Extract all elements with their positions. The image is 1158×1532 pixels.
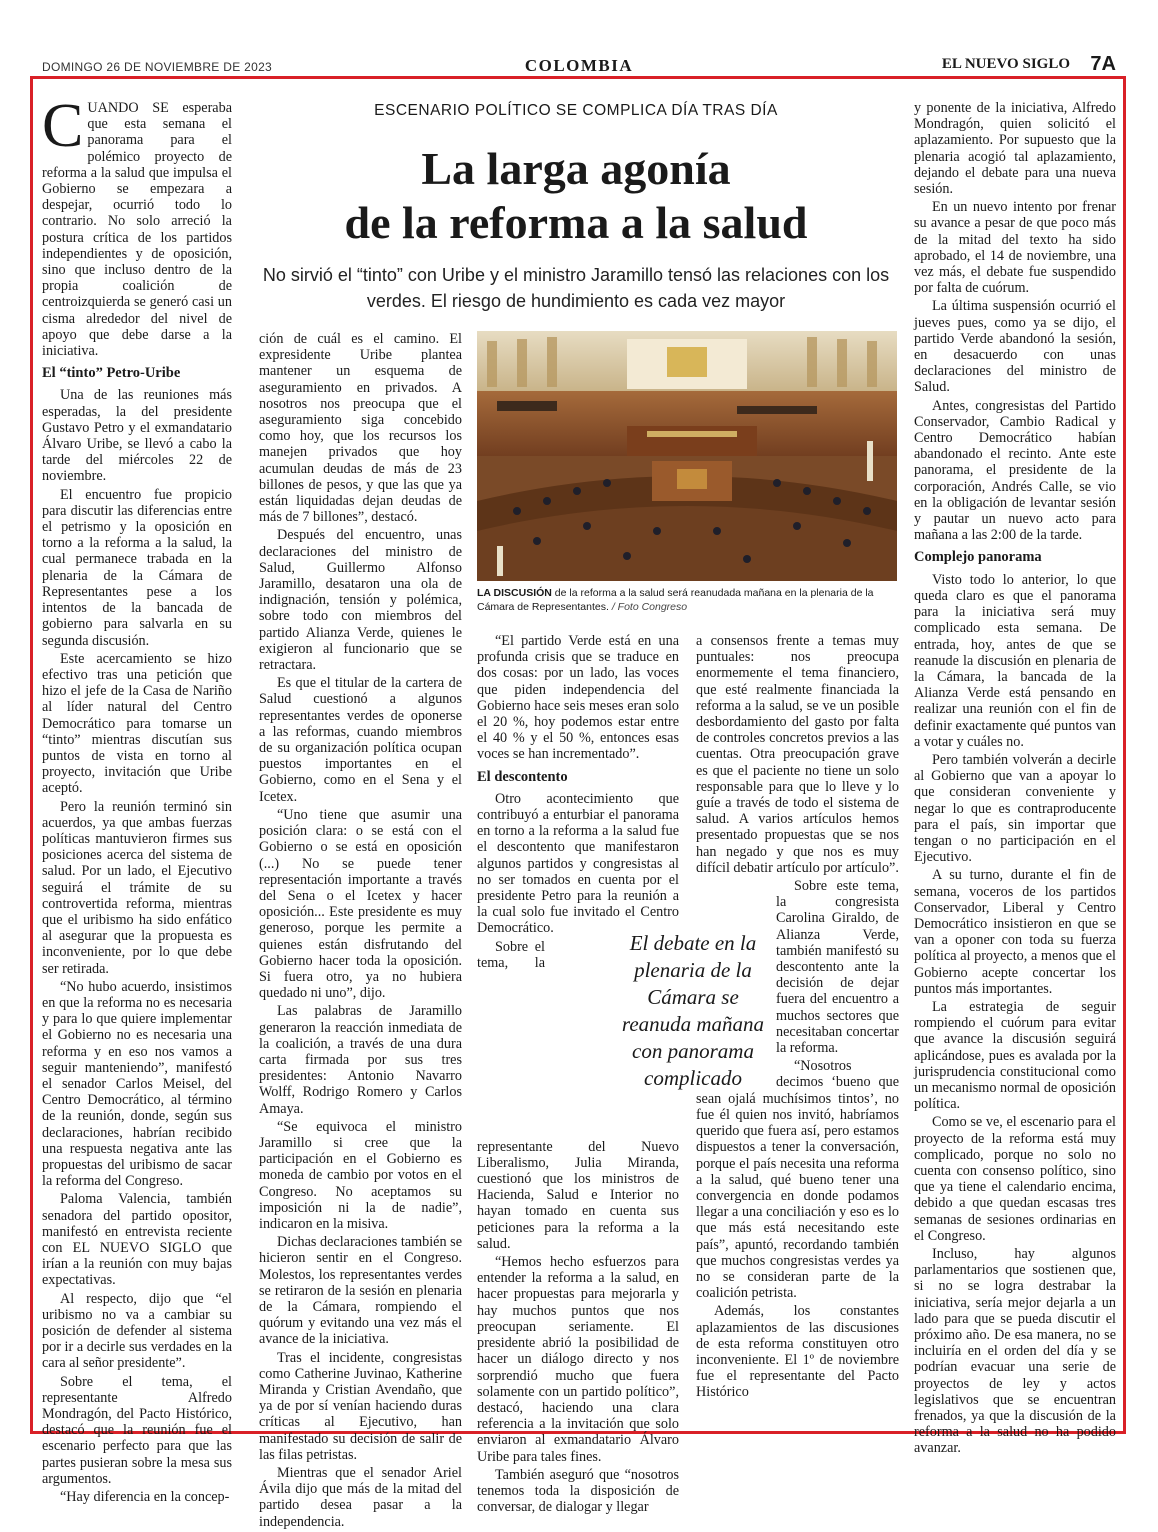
paragraph: Tras el incidente, congresistas como Catherine Juvinao, Katherine Miranda y Cristian Avendaño, que ya de por sí venían haciendo duras críticas al Ejecutivo, han manifestado su decisión de salir de las filas petristas. [259, 1349, 462, 1463]
title-line-1: La larga agonía [421, 143, 731, 194]
congress-photo [477, 331, 897, 581]
paragraph: Sobre este tema, la congresista Carolina Giraldo, de Alianza Verde, también manifestó su descontento ante la decisión de dejar fuera del encuentro a muchos sectores que necesitaban concertar la reforma. [776, 878, 899, 1057]
paragraph: La última suspensión ocurrió el jueves pues, como ya se dijo, el partido Verde abandonó la sesión, en desacuerdo con unas declaraciones del ministro de Salud. [914, 298, 1116, 396]
title-line-2: de la reforma a la salud [344, 197, 808, 248]
article-title [236, 142, 916, 250]
paragraph: Mientras que el senador Ariel Ávila dijo que más de la mitad del partido desea pasar a la independencia. [259, 1465, 462, 1530]
caption-text: de la reforma a la salud será reanudada mañana en la plenaria de la Cámara de Representantes. [477, 587, 874, 613]
article-subtitle: No sirvió el “tinto” con Uribe y el ministro Jaramillo tensó las relaciones con los verdes. El riesgo de hundimiento es cada vez mayor [262, 265, 890, 311]
paragraph: Visto todo lo anterior, lo que queda claro es que el panorama para la iniciativa será muy complicado esta semana. De entrada, hoy, antes de que se reanude la discusión en plenaria de la Cámara, la bancada de la Alianza Verde está pensando en realizar una reunión con el fin de definir exactamente qué puntos van a votar y cuáles no. [914, 571, 1116, 750]
paragraph: Como se ve, el escenario para el proyecto de la reforma está muy complicado, porque no solo no cuenta con consenso político, sino que ya tiene el calendario encima, debido a que quedan escasas tres semanas de sesiones ordinarias en el Congreso. [914, 1114, 1116, 1244]
paragraph: Después del encuentro, unas declaraciones del ministro de Salud, Guillermo Alfonso Jaramillo, desataron una ola de indignación, tensión y polémica, sobre todo con miembros del partido Alianza Verde, quienes le exigieron al funcionario que se retractara. [259, 527, 462, 674]
paragraph: Sobre el tema, la representante del Nuevo Liberalismo, Julia Miranda, cuestionó que los ministros de Hacienda, Salud e Interior no hayan tomado en cuenta sus peticiones para la reforma a la salud. [477, 938, 679, 1252]
article-kicker: ESCENARIO POLÍTICO SE COMPLICA DÍA TRAS DÍA [374, 102, 778, 119]
column-1 [42, 92, 232, 1507]
column-2 [259, 331, 462, 1532]
section-name: COLOMBIA [524, 56, 634, 75]
paragraph: ción de cuál es el camino. El expresidente Uribe plantea mantener un esquema de aseguramiento en privados. A nosotros nos preocupa que el aseguramiento siga concebido como hoy, que los recursos los manejen privados que hoy acumulan deudas de más de 23 billones de pesos, y que las que ya están liquidadas dejan deudas de más de 7 billones”, destacó. [259, 331, 462, 526]
paragraph: También aseguró que “nosotros tenemos toda la disposición de conversar, de dialogar y llegar [477, 1466, 679, 1516]
paragraph: Dichas declaraciones también se hicieron sentir en el Congreso. Molestos, los representantes verdes se retiraron de la sesión en plenaria de la Cámara, rompiendo el quórum y evitando una vez más el avance de la iniciativa. [259, 1234, 462, 1348]
page-number: 7A [1090, 53, 1116, 75]
paragraph: “Se equivoca el ministro Jaramillo si cree que la participación en el Gobierno es moneda de cambio por votos en el Congreso. No aceptamos su imposición ni la de nadie”, indicaron en la misiva. [259, 1118, 462, 1232]
paragraph: y ponente de la iniciativa, Alfredo Mondragón, quien solicitó el aplazamiento. Por supuesto que la plenaria acogió tal aplazamiento, dejando el debate para una nueva sesión. [914, 100, 1116, 198]
pull-quote: El debate en la plenaria de la Cámara se reanuda mañana con panorama complicado [621, 931, 765, 1090]
paragraph: Pero la reunión terminó sin acuerdos, ya que ambas fuerzas políticas mantuvieron firmes sus posiciones acerca del sistema de salud. Por un lado, el Ejecutivo seguirá el trámite de su controvertida reforma, mientras que el uribismo ha sido enfático al asegurar que la propuesta es inconveniente, por lo que debe ser retirada. [42, 798, 232, 977]
paragraph: “No hubo acuerdo, insistimos en que la reforma no es necesaria y para lo que quiere implementar el Gobierno no es necesaria una reforma y en eso nos vamos a seguir manteniendo”, manifestó el senador Carlos Meisel, del Centro Democrático, al término de la reunión, donde, según sus declaraciones, habrían recibido una respuesta negativa ante las propuestas del uribismo de sacar la reforma del Congreso. [42, 978, 232, 1190]
paragraph: La estrategia de seguir rompiendo el cuórum para evitar que avance la discusión seguirá aplicándose, pues es avalada por la jurisprudencia constitucional como un mecanismo normal de oposición política. [914, 998, 1116, 1113]
lead-paragraph: UANDO SE esperaba que esta semana el panorama para el polémico proyecto de reforma a la salud que impulsa el Gobierno se empezara a despejar, ocurrió todo lo contrario. No solo arreció la postura crítica de los partidos independientes y de oposición, sino que incluso dentro de la propia coalición de centroizquierda se generó casi un cisma alrededor del nivel de apoyo que debe darse a la iniciativa. [42, 100, 232, 360]
paragraph: Las palabras de Jaramillo generaron la reacción inmediata de la coalición, a través de una dura carta firmada por sus tres presidentes: Antonio Navarro Wolff, Rodrigo Romero y Carlos Amaya. [259, 1003, 462, 1117]
paragraph: Antes, congresistas del Partido Conservador, Cambio Radical y Centro Democrático habían abandonado el recinto. Ante este panorama, el presidente de la corporación, Andrés Calle, se vio en la obligación de levantar sesión y pautar un nuevo acto para mañana a las 2:00 de la tarde. [914, 397, 1116, 544]
issue-date: DOMINGO 26 DE NOVIEMBRE DE 2023 [42, 60, 273, 74]
paragraph: “Nosotros decimos ‘bueno que sean ojalá muchísimos tintos’, no fue él quien nos invitó, habríamos querido que fuera así, pero estamos dispuestos a tener la conversación, porque el país necesita una reforma a la salud, qué bueno tener una convergencia en donde podamos llegar a una conciliación y eso es lo que más está necesitando este país”, apuntó, recordando también que muchos congresistas verdes ya no se consideran parte de la coalición petrista. [696, 1058, 899, 1302]
paragraph: Otro acontecimiento que contribuyó a enturbiar el panorama en torno a la reforma a la salud fue el descontento que manifestaron algunos partidos y congresistas al no ser tomados en cuenta por el presidente Petro para la reunión a la cual solo fue invitado el Centro Democrático. [477, 790, 679, 937]
paragraph: Paloma Valencia, también senadora del partido opositor, manifestó en entrevista reciente con EL NUEVO SIGLO que irían a la reunión con muy bajas expectativas. [42, 1191, 232, 1289]
paragraph: Este acercamiento se hizo efectivo tras una petición que hizo el jefe de la Casa de Nariño al líder natural del Centro Democrático para tomarse un “tinto” mientras discutían sus puntos de vista en torno al proyecto, invitación que Uribe aceptó. [42, 650, 232, 797]
paragraph: “Hay diferencia en la concep- [60, 1489, 230, 1506]
subhead-tinto: El “tinto” Petro-Uribe [42, 365, 181, 382]
photo-credit: / Foto Congreso [608, 601, 688, 613]
subhead-descontento: El descontento [477, 768, 568, 785]
paragraph: Una de las reuniones más esperadas, la del presidente Gustavo Petro y el exmandatario Álvaro Uribe, se llevó a cabo la tarde del miércoles 22 de noviembre. [42, 387, 232, 485]
subhead-panorama: Complejo panorama [914, 549, 1042, 566]
caption-lead: LA DISCUSIÓN [477, 587, 552, 599]
paragraph: Además, los constantes aplazamientos de las discusiones de esta reforma constituyen otro inconveniente. El 1º de noviembre fue el representante del Pacto Histórico [696, 1303, 899, 1401]
photo-caption [477, 586, 899, 614]
paragraph: a consensos frente a temas muy puntuales: nos preocupa enormemente el tema financiero, que esté realmente financiada la reforma a la salud, se ve un posible desbordamiento del gasto por falta de controles concretos previos a las cuentas. Otra preocupación grave es que el paciente no tiene un solo responsable para que lo lleve y lo guíe a través de todo el sistema de salud. A varios artículos hemos presentado propuestas que se nos han negado y que nos es muy difícil debatir artículo por artículo”. [696, 633, 899, 876]
paragraph: Sobre el tema, el representante Alfredo Mondragón, del Pacto Histórico, destacó que la reunión fue el escenario perfecto para que las partes pusieran sobre la mesa sus argumentos. [42, 1373, 232, 1487]
paragraph: “Uno tiene que asumir una posición clara: o se está con el Gobierno o se está en oposición (...) No se puede tener representación importante a través del Sena o el Icetex y hacer oposición... Este presidente es muy generoso, porque les permite a quienes están disfrutando del Gobierno hacer toda la oposición. Si fuera otro, ya no hubiera quedado ni uno”, dijo. [259, 806, 462, 1002]
congress-chamber-image [477, 331, 897, 581]
paragraph: “Hemos hecho esfuerzos para entender la reforma a la salud, en hacer propuestas para mejorarla y hay muchos puntos que nos preocupan seriamente. El presidente abrió la posibilidad de hacer un diálogo directo y nos sorprendió mucho que fuera solamente con un partido político”, destacó, haciendo una clara referencia a la invitación que solo enviaron al exmandatario Álvaro Uribe para tales fines. [477, 1254, 679, 1465]
paragraph: “El partido Verde está en una profunda crisis que se traduce en dos cosas: por un lado, las voces que piden independencia del Gobierno hace seis meses eran solo el 20 %, hoy podemos estar entre el 40 % y el 50 %, entonces esas voces se han incrementado”. [477, 633, 679, 763]
paragraph: Es que el titular de la cartera de Salud cuestionó a algunos representantes verdes de oponerse a las reformas, cuando miembros de su organización política ocupan puestos importantes en el Gobierno, como en el Sena y el Icetex. [259, 675, 462, 805]
paragraph: El encuentro fue propicio para discutir las diferencias entre el petrismo y la oposición en torno a la reforma a la salud, la cual permanece trabada en la plenaria de la Cámara de Representantes pese a los intentos de la bancada de gobierno para salvarla en su segunda discusión. [42, 486, 232, 649]
paragraph: Incluso, hay algunos parlamentarios que sostienen que, si no se logra destrabar la iniciativa, sería mejor dejarla a un lado para que se pueda discutir el próximo año. De esa manera, no se incluiría en el orden del día y se podrían evacuar una serie de proyectos de ley y actos legislativos que se encuentran frenados, ya que la discusión de la reforma a la salud no ha podido avanzar. [914, 1246, 1116, 1457]
paragraph: A su turno, durante el fin de semana, voceros de los partidos Conservador, Liberal y Centro Democrático insistieron en que se van a oponer con toda su fuerza política al proyecto, a menos que el Gobierno acepte concertar los puntos más importantes. [914, 867, 1116, 997]
drop-cap: C [42, 92, 84, 160]
paragraph: Pero también volverán a decirle al Gobierno que van a apoyar lo que consideran conveniente y negar lo que es contraproducente para el país, sin importar que tengan o no participación en el Ejecutivo. [914, 751, 1116, 866]
paragraph: En un nuevo intento por frenar su avance a pesar de que poco más de la mitad del texto ha sido aprobado, el 14 de noviembre, una vez más, el debate fue suspendido por falta de cuórum. [914, 199, 1116, 297]
newspaper-logo: EL NUEVO SIGLO [941, 56, 1070, 72]
paragraph: Al respecto, dijo que “el uribismo no va a cambiar su posición de defender al sistema por ir a decirle sus verdades en la cara al señor presidente”. [42, 1290, 232, 1372]
column-5 [914, 100, 1116, 1459]
